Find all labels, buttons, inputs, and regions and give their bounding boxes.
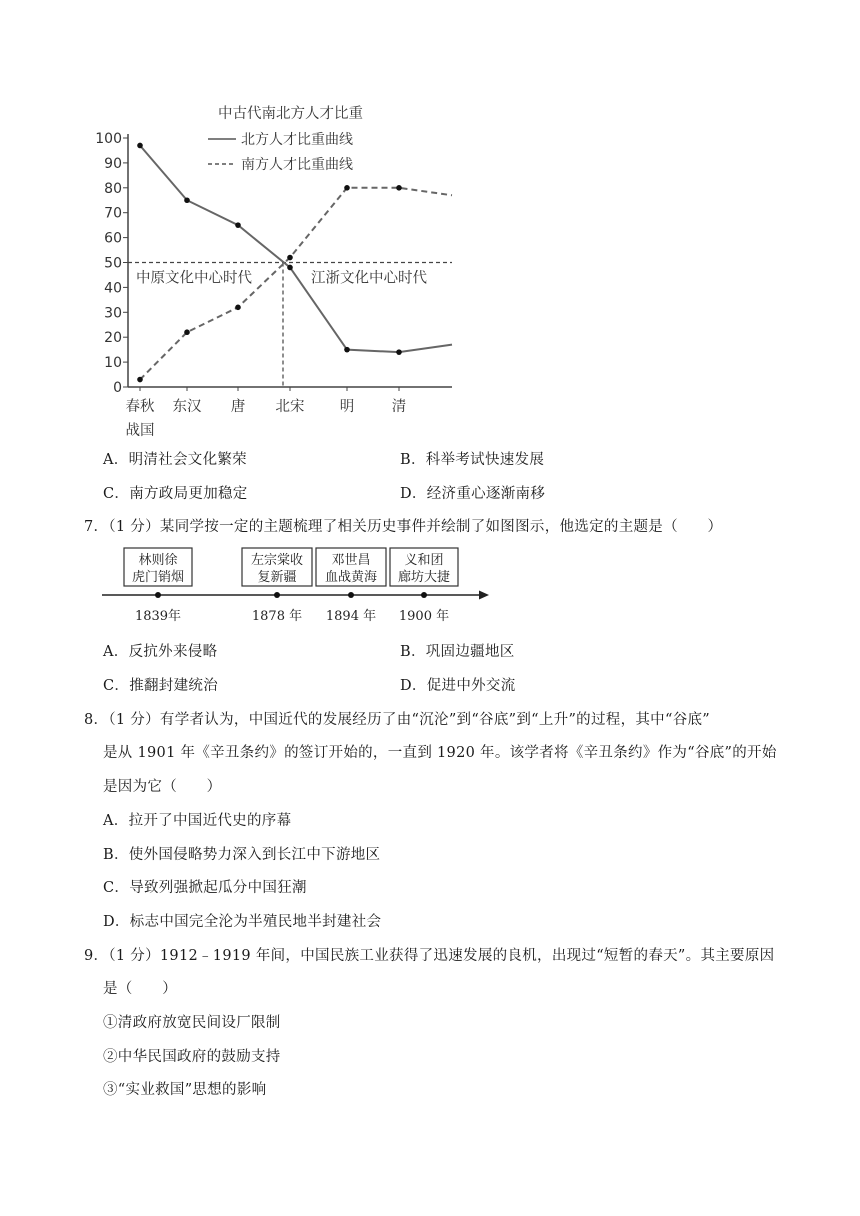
timeline-point <box>155 592 161 598</box>
north-data-point <box>287 265 293 271</box>
timeline-event-line1: 左宗棠收 <box>250 553 304 568</box>
q9-item-3: ③“实业救国”思想的影响 <box>103 1082 267 1098</box>
south-data-point <box>137 377 143 383</box>
south-data-point <box>287 255 293 261</box>
timeline-event-line1: 义和团 <box>404 553 444 568</box>
x-category-label: 唐 <box>230 399 246 415</box>
timeline-point <box>274 592 280 598</box>
q8-stem-line-3: 是因为它（ ） <box>103 779 222 795</box>
y-tick-label: 10 <box>104 355 122 372</box>
q8-option-b: B．使外国侵略势力深入到长江中下游地区 <box>103 847 381 863</box>
y-tick-label: 30 <box>104 305 122 322</box>
q7-option-c: C．推翻封建统治 <box>103 678 218 694</box>
x-category-label: 战国 <box>125 423 155 439</box>
north-data-point <box>396 349 402 355</box>
y-tick-label: 60 <box>104 230 122 247</box>
q6-option-a: A．明清社会文化繁荣 <box>103 452 247 468</box>
q7-option-b: B．巩固边疆地区 <box>400 644 515 660</box>
south-data-point <box>396 185 402 191</box>
timeline-event-line2: 虎门销烟 <box>131 570 185 585</box>
population-ratio-chart <box>0 0 480 445</box>
q7-option-d: D．促进中外交流 <box>400 678 516 694</box>
north-data-point <box>184 197 190 203</box>
q7-option-a: A．反抗外来侵略 <box>103 644 218 660</box>
y-tick-label: 20 <box>104 330 122 347</box>
timeline-year-label: 1894 年 <box>325 609 377 624</box>
y-tick-label: 70 <box>104 205 122 222</box>
legend-south-label: 南方人才比重曲线 <box>241 157 353 173</box>
region-label-jiangzhe: 江浙文化中心时代 <box>311 270 427 287</box>
south-data-point <box>184 329 190 335</box>
x-category-label: 春秋 <box>125 399 155 415</box>
y-tick-label: 50 <box>104 255 122 272</box>
x-category-label: 北宋 <box>275 399 305 415</box>
timeline-point <box>421 592 427 598</box>
x-category-label: 东汉 <box>172 399 202 415</box>
y-tick-label: 80 <box>104 180 122 197</box>
y-tick-label: 0 <box>113 380 122 396</box>
timeline-event-line2: 血战黄海 <box>324 570 378 585</box>
south-data-point <box>344 185 350 191</box>
q9-item-2: ②中华民国政府的鼓励支持 <box>103 1049 281 1065</box>
timeline-event-line2: 复新疆 <box>257 570 297 585</box>
q7-stem: 7．（1 分）某同学按一定的主题梳理了相关历史事件并绘制了如图图示，他选定的主题是（ ） <box>84 519 723 535</box>
q9-stem-line-1: 9．（1 分）1912﹣1919 年间，中国民族工业获得了迅速发展的良机，出现过“短暂的春天”。其主要原因 <box>84 948 775 964</box>
north-data-point <box>137 143 143 149</box>
q9-stem-line-2: 是（ ） <box>103 981 177 997</box>
region-label-central-plains: 中原文化中心时代 <box>136 270 252 287</box>
q8-option-a: A．拉开了中国近代史的序幕 <box>103 813 292 829</box>
q8-stem-line-2: 是从 1901 年《辛丑条约》的签订开始的，一直到 1920 年。该学者将《辛丑条约》作为“谷底”的开始 <box>103 745 777 761</box>
timeline-event-line2: 廊坊大捷 <box>397 570 451 585</box>
q8-option-d: D．标志中国完全沦为半殖民地半封建社会 <box>103 914 382 930</box>
north-data-point <box>344 347 350 353</box>
x-category-label: 明 <box>339 399 355 415</box>
chart-title: 中古代南北方人才比重 <box>218 106 363 122</box>
q6-option-b: B．科举考试快速发展 <box>400 452 545 468</box>
q8-option-c: C．导致列强掀起瓜分中国狂潮 <box>103 880 307 896</box>
timeline-year-label: 1878 年 <box>251 609 303 624</box>
legend-north-label: 北方人才比重曲线 <box>241 132 353 148</box>
q8-stem-line-1: 8．（1 分）有学者认为，中国近代的发展经历了由“沉沦”到“谷底”到“上升”的过程，其中“谷底” <box>84 712 711 728</box>
y-tick-label: 90 <box>104 155 122 172</box>
x-category-label: 清 <box>391 399 407 415</box>
timeline-year-label: 1900 年 <box>398 609 450 624</box>
q6-option-c: C．南方政局更加稳定 <box>103 486 248 502</box>
q6-option-d: D．经济重心逐渐南移 <box>400 486 546 502</box>
q7-timeline <box>95 545 495 630</box>
timeline-event-line1: 邓世昌 <box>331 553 371 568</box>
y-tick-label: 40 <box>104 280 122 297</box>
timeline-point <box>348 592 354 598</box>
south-data-point <box>235 305 241 311</box>
y-tick-label: 100 <box>95 131 122 147</box>
north-data-point <box>235 222 241 228</box>
timeline-year-label: 1839年 <box>134 609 182 624</box>
q9-item-1: ①清政府放宽民间设厂限制 <box>103 1015 281 1031</box>
timeline-event-line1: 林则徐 <box>138 553 178 568</box>
